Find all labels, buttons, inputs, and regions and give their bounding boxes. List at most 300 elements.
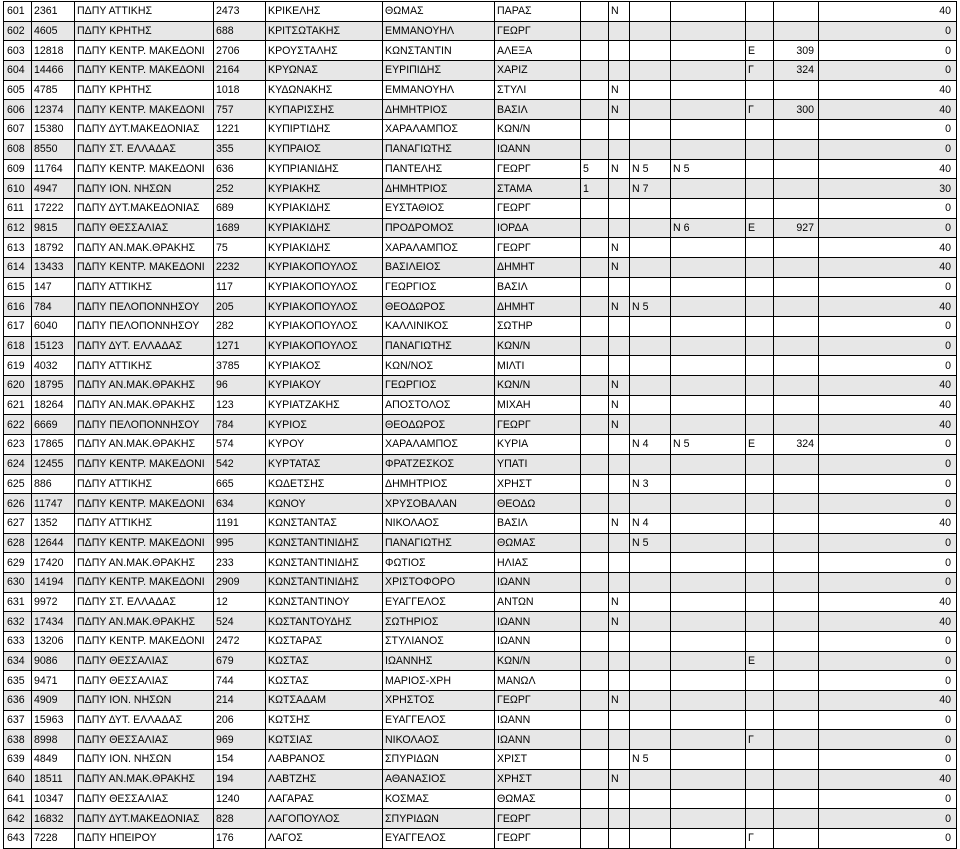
cell-first-name: ΕΜΜΑΝΟΥΗΛ (383, 80, 495, 100)
cell-registry-id: 4032 (32, 356, 75, 376)
cell-surname: ΚΩΤΣΙΑΣ (266, 730, 383, 750)
cell-flag-n: Ν (609, 592, 630, 612)
cell-count (581, 789, 609, 809)
cell-total: 0 (819, 750, 957, 770)
cell-surname: ΚΩΝΣΤΑΝΤΙΝΙΔΗΣ (266, 553, 383, 573)
cell-score (774, 769, 819, 789)
cell-first-name: ΧΑΡΑΛΑΜΠΟΣ (383, 435, 495, 455)
table-row (4, 789, 957, 809)
cell-category (746, 710, 774, 730)
cell-total: 0 (819, 632, 957, 652)
cell-code: 679 (214, 651, 266, 671)
cell-score (774, 120, 819, 140)
cell-region: ΠΔΠΥ ΚΕΝΤΡ. ΜΑΚΕΔΟΝΙ (75, 61, 214, 81)
cell-father-name: ΜΑΝΩΛ (495, 671, 581, 691)
cell-score (774, 297, 819, 317)
cell-first-name: ΠΑΝΤΕΛΗΣ (383, 159, 495, 179)
cell-mark-b (671, 494, 746, 514)
table-row (4, 769, 957, 789)
cell-score (774, 572, 819, 592)
cell-surname: ΚΥΡΙΑΚΙΔΗΣ (266, 218, 383, 238)
cell-count (581, 198, 609, 218)
cell-code: 123 (214, 395, 266, 415)
cell-registry-id: 4909 (32, 691, 75, 711)
cell-row-number: 623 (4, 435, 32, 455)
cell-father-name: ΣΤΥΛΙ (495, 80, 581, 100)
cell-count (581, 474, 609, 494)
cell-surname: ΚΩΔΕΤΣΗΣ (266, 474, 383, 494)
cell-score (774, 376, 819, 396)
cell-first-name: ΕΥΑΓΓΕΛΟΣ (383, 710, 495, 730)
cell-score (774, 809, 819, 829)
cell-surname: ΛΑΓΟΣ (266, 828, 383, 848)
cell-score (774, 395, 819, 415)
cell-score (774, 592, 819, 612)
cell-mark-b (671, 691, 746, 711)
cell-region: ΠΔΠΥ ΘΕΣΣΑΛΙΑΣ (75, 651, 214, 671)
cell-total: 0 (819, 671, 957, 691)
cell-region: ΠΔΠΥ ΚΕΝΤΡ. ΜΑΚΕΔΟΝΙ (75, 159, 214, 179)
cell-count (581, 572, 609, 592)
cell-code: 969 (214, 730, 266, 750)
cell-score: 927 (774, 218, 819, 238)
cell-code: 154 (214, 750, 266, 770)
cell-registry-id: 9972 (32, 592, 75, 612)
cell-mark-a (630, 789, 671, 809)
cell-first-name: ΓΕΩΡΓΙΟΣ (383, 277, 495, 297)
cell-mark-b (671, 317, 746, 337)
table-row (4, 336, 957, 356)
cell-count (581, 553, 609, 573)
cell-mark-b (671, 395, 746, 415)
cell-father-name: ΔΗΜΗΤ (495, 257, 581, 277)
cell-flag-n (609, 179, 630, 199)
cell-mark-b (671, 179, 746, 199)
cell-row-number: 641 (4, 789, 32, 809)
cell-surname: ΚΥΡΟΥ (266, 435, 383, 455)
table-row (4, 120, 957, 140)
cell-total: 0 (819, 61, 957, 81)
cell-registry-id: 8998 (32, 730, 75, 750)
table-row (4, 612, 957, 632)
cell-first-name: ΔΗΜΗΤΡΙΟΣ (383, 179, 495, 199)
table-body (4, 2, 957, 849)
cell-score (774, 612, 819, 632)
cell-region: ΠΔΠΥ ΚΕΝΤΡ. ΜΑΚΕΔΟΝΙ (75, 100, 214, 120)
cell-row-number: 601 (4, 2, 32, 22)
cell-father-name: ΘΕΟΔΩ (495, 494, 581, 514)
cell-total: 0 (819, 120, 957, 140)
cell-mark-a (630, 238, 671, 258)
cell-surname: ΚΩΤΣΗΣ (266, 710, 383, 730)
cell-first-name: ΚΩΝ/ΝΟΣ (383, 356, 495, 376)
cell-total: 0 (819, 494, 957, 514)
table-row (4, 513, 957, 533)
cell-flag-n (609, 494, 630, 514)
cell-surname: ΚΡΥΩΝΑΣ (266, 61, 383, 81)
cell-score (774, 2, 819, 22)
cell-region: ΠΔΠΥ ΚΕΝΤΡ. ΜΑΚΕΔΟΝΙ (75, 572, 214, 592)
cell-first-name: ΧΡΙΣΤΟΦΟΡΟ (383, 572, 495, 592)
cell-count (581, 612, 609, 632)
cell-first-name: ΘΕΟΔΩΡΟΣ (383, 415, 495, 435)
cell-surname: ΚΥΡΙΑΚΟΠΟΥΛΟΣ (266, 297, 383, 317)
cell-father-name: ΒΑΣΙΛ (495, 100, 581, 120)
cell-father-name: ΚΥΡΙΑ (495, 435, 581, 455)
cell-father-name: ΙΩΑΝΝ (495, 632, 581, 652)
cell-father-name: ΚΩΝ/Ν (495, 336, 581, 356)
cell-count (581, 769, 609, 789)
cell-registry-id: 11747 (32, 494, 75, 514)
cell-code: 2706 (214, 41, 266, 61)
cell-flag-n (609, 198, 630, 218)
cell-mark-a (630, 769, 671, 789)
cell-region: ΠΔΠΥ ΚΡΗΤΗΣ (75, 21, 214, 41)
cell-mark-b (671, 651, 746, 671)
cell-father-name: ΑΝΤΩΝ (495, 592, 581, 612)
table-row (4, 100, 957, 120)
cell-mark-b (671, 750, 746, 770)
cell-score (774, 671, 819, 691)
cell-surname: ΚΩΣΤΑΣ (266, 671, 383, 691)
cell-surname: ΚΥΠΡΙΑΝΙΔΗΣ (266, 159, 383, 179)
cell-total: 30 (819, 179, 957, 199)
cell-code: 1018 (214, 80, 266, 100)
cell-registry-id: 8550 (32, 139, 75, 159)
cell-flag-n (609, 317, 630, 337)
cell-registry-id: 2361 (32, 2, 75, 22)
cell-region: ΠΔΠΥ ΑΝ.ΜΑΚ.ΘΡΑΚΗΣ (75, 395, 214, 415)
cell-score (774, 454, 819, 474)
cell-mark-a (630, 730, 671, 750)
cell-mark-a (630, 454, 671, 474)
cell-count (581, 809, 609, 829)
cell-registry-id: 16832 (32, 809, 75, 829)
cell-category: Γ (746, 61, 774, 81)
cell-total: 0 (819, 277, 957, 297)
cell-category (746, 198, 774, 218)
cell-category: Γ (746, 730, 774, 750)
cell-first-name: ΘΕΟΔΩΡΟΣ (383, 297, 495, 317)
cell-mark-a (630, 139, 671, 159)
cell-first-name: ΧΑΡΑΛΑΜΠΟΣ (383, 238, 495, 258)
cell-score (774, 159, 819, 179)
table-row (4, 41, 957, 61)
cell-code: 233 (214, 553, 266, 573)
cell-registry-id: 18511 (32, 769, 75, 789)
cell-registry-id: 12374 (32, 100, 75, 120)
cell-score (774, 730, 819, 750)
cell-surname: ΚΥΡΙΑΚΟΠΟΥΛΟΣ (266, 277, 383, 297)
cell-row-number: 632 (4, 612, 32, 632)
cell-mark-b (671, 80, 746, 100)
cell-mark-b (671, 415, 746, 435)
cell-registry-id: 4947 (32, 179, 75, 199)
cell-registry-id: 784 (32, 297, 75, 317)
cell-father-name: ΙΩΑΝΝ (495, 139, 581, 159)
cell-flag-n (609, 533, 630, 553)
cell-region: ΠΔΠΥ ΚΕΝΤΡ. ΜΑΚΕΔΟΝΙ (75, 257, 214, 277)
cell-father-name: ΥΠΑΤΙ (495, 454, 581, 474)
cell-surname: ΛΑΓΟΠΟΥΛΟΣ (266, 809, 383, 829)
cell-mark-a: Ν 5 (630, 159, 671, 179)
table-row (4, 553, 957, 573)
cell-flag-n (609, 139, 630, 159)
cell-mark-b (671, 671, 746, 691)
cell-count (581, 238, 609, 258)
cell-first-name: ΜΑΡΙΟΣ-ΧΡΗ (383, 671, 495, 691)
cell-region: ΠΔΠΥ ΗΠΕΙΡΟΥ (75, 828, 214, 848)
cell-row-number: 640 (4, 769, 32, 789)
cell-flag-n: Ν (609, 238, 630, 258)
cell-mark-b (671, 277, 746, 297)
table-row (4, 21, 957, 41)
cell-surname: ΚΥΠΡΑΙΟΣ (266, 139, 383, 159)
cell-row-number: 634 (4, 651, 32, 671)
cell-row-number: 605 (4, 80, 32, 100)
cell-father-name: ΜΙΛΤΙ (495, 356, 581, 376)
table-row (4, 435, 957, 455)
cell-registry-id: 18792 (32, 238, 75, 258)
cell-father-name: ΓΕΩΡΓ (495, 21, 581, 41)
cell-count (581, 671, 609, 691)
cell-first-name: ΚΑΛΛΙΝΙΚΟΣ (383, 317, 495, 337)
cell-total: 0 (819, 474, 957, 494)
cell-region: ΠΔΠΥ ΑΝ.ΜΑΚ.ΘΡΑΚΗΣ (75, 376, 214, 396)
cell-region: ΠΔΠΥ ΑΤΤΙΚΗΣ (75, 356, 214, 376)
cell-flag-n (609, 21, 630, 41)
table-row (4, 651, 957, 671)
cell-category (746, 257, 774, 277)
table-row (4, 297, 957, 317)
cell-mark-a (630, 553, 671, 573)
cell-code: 744 (214, 671, 266, 691)
cell-registry-id: 6040 (32, 317, 75, 337)
cell-total: 0 (819, 809, 957, 829)
cell-total: 0 (819, 41, 957, 61)
cell-registry-id: 10347 (32, 789, 75, 809)
cell-row-number: 602 (4, 21, 32, 41)
cell-score (774, 474, 819, 494)
cell-count (581, 454, 609, 474)
cell-first-name: ΔΗΜΗΤΡΙΟΣ (383, 474, 495, 494)
cell-father-name: ΣΤΑΜΑ (495, 179, 581, 199)
cell-total: 0 (819, 730, 957, 750)
cell-row-number: 620 (4, 376, 32, 396)
cell-father-name: ΧΡΙΣΤ (495, 750, 581, 770)
cell-mark-a (630, 120, 671, 140)
cell-mark-a (630, 612, 671, 632)
cell-first-name: ΣΠΥΡΙΔΩΝ (383, 809, 495, 829)
cell-total: 0 (819, 828, 957, 848)
cell-father-name: ΑΛΕΞΑ (495, 41, 581, 61)
cell-flag-n (609, 41, 630, 61)
cell-code: 1271 (214, 336, 266, 356)
cell-mark-b (671, 100, 746, 120)
table-row (4, 533, 957, 553)
cell-region: ΠΔΠΥ ΣΤ. ΕΛΛΑΔΑΣ (75, 592, 214, 612)
cell-region: ΠΔΠΥ ΚΕΝΤΡ. ΜΑΚΕΔΟΝΙ (75, 454, 214, 474)
cell-mark-b (671, 730, 746, 750)
cell-flag-n: Ν (609, 297, 630, 317)
cell-first-name: ΝΙΚΟΛΑΟΣ (383, 513, 495, 533)
cell-row-number: 613 (4, 238, 32, 258)
cell-first-name: ΦΡΑΤΖΕΣΚΟΣ (383, 454, 495, 474)
cell-mark-b (671, 297, 746, 317)
cell-first-name: ΧΑΡΑΛΑΜΠΟΣ (383, 120, 495, 140)
cell-mark-b (671, 61, 746, 81)
cell-row-number: 617 (4, 317, 32, 337)
cell-code: 2232 (214, 257, 266, 277)
cell-registry-id: 13206 (32, 632, 75, 652)
cell-region: ΠΔΠΥ ΘΕΣΣΑΛΙΑΣ (75, 218, 214, 238)
cell-flag-n (609, 474, 630, 494)
cell-region: ΠΔΠΥ ΑΤΤΙΚΗΣ (75, 513, 214, 533)
table-row (4, 572, 957, 592)
cell-total: 40 (819, 395, 957, 415)
cell-surname: ΚΥΡΙΑΚΟΥ (266, 376, 383, 396)
table-row (4, 80, 957, 100)
cell-first-name: ΣΩΤΗΡΙΟΣ (383, 612, 495, 632)
cell-category (746, 317, 774, 337)
cell-category (746, 691, 774, 711)
cell-code: 542 (214, 454, 266, 474)
cell-category (746, 415, 774, 435)
cell-row-number: 618 (4, 336, 32, 356)
cell-count: 1 (581, 179, 609, 199)
cell-row-number: 616 (4, 297, 32, 317)
cell-code: 665 (214, 474, 266, 494)
cell-row-number: 611 (4, 198, 32, 218)
cell-mark-b (671, 553, 746, 573)
cell-row-number: 636 (4, 691, 32, 711)
cell-count (581, 592, 609, 612)
cell-total: 40 (819, 159, 957, 179)
cell-region: ΠΔΠΥ ΣΤ. ΕΛΛΑΔΑΣ (75, 139, 214, 159)
cell-first-name: ΣΠΥΡΙΔΩΝ (383, 750, 495, 770)
cell-father-name: ΙΩΑΝΝ (495, 612, 581, 632)
cell-category (746, 159, 774, 179)
cell-mark-a (630, 572, 671, 592)
cell-row-number: 643 (4, 828, 32, 848)
cell-mark-b (671, 376, 746, 396)
cell-total: 40 (819, 257, 957, 277)
cell-father-name: ΓΕΩΡΓ (495, 159, 581, 179)
cell-region: ΠΔΠΥ ΙΟΝ. ΝΗΣΩΝ (75, 179, 214, 199)
cell-region: ΠΔΠΥ ΑΝ.ΜΑΚ.ΘΡΑΚΗΣ (75, 238, 214, 258)
cell-flag-n: Ν (609, 376, 630, 396)
cell-row-number: 612 (4, 218, 32, 238)
cell-mark-a (630, 651, 671, 671)
cell-row-number: 629 (4, 553, 32, 573)
table-row (4, 139, 957, 159)
cell-count (581, 100, 609, 120)
cell-mark-a (630, 828, 671, 848)
cell-father-name: ΗΛΙΑΣ (495, 553, 581, 573)
cell-row-number: 633 (4, 632, 32, 652)
cell-row-number: 615 (4, 277, 32, 297)
cell-region: ΠΔΠΥ ΑΝ.ΜΑΚ.ΘΡΑΚΗΣ (75, 553, 214, 573)
cell-score (774, 317, 819, 337)
cell-region: ΠΔΠΥ ΘΕΣΣΑΛΙΑΣ (75, 789, 214, 809)
cell-score: 309 (774, 41, 819, 61)
cell-score: 300 (774, 100, 819, 120)
cell-score (774, 257, 819, 277)
cell-code: 1689 (214, 218, 266, 238)
cell-score (774, 277, 819, 297)
cell-total: 40 (819, 415, 957, 435)
cell-category (746, 494, 774, 514)
cell-total: 0 (819, 139, 957, 159)
cell-first-name: ΕΥΡΙΠΙΔΗΣ (383, 61, 495, 81)
cell-mark-a: Ν 5 (630, 533, 671, 553)
cell-mark-a: Ν 4 (630, 435, 671, 455)
cell-registry-id: 14194 (32, 572, 75, 592)
cell-surname: ΚΥΠΙΡΤΙΔΗΣ (266, 120, 383, 140)
cell-code: 688 (214, 21, 266, 41)
cell-total: 40 (819, 513, 957, 533)
cell-father-name: ΓΕΩΡΓ (495, 198, 581, 218)
cell-first-name: ΠΑΝΑΓΙΩΤΗΣ (383, 533, 495, 553)
cell-first-name: ΙΩΑΝΝΗΣ (383, 651, 495, 671)
cell-code: 3785 (214, 356, 266, 376)
cell-category (746, 80, 774, 100)
cell-code: 2164 (214, 61, 266, 81)
cell-mark-a (630, 198, 671, 218)
data-table (3, 1, 957, 849)
cell-total: 0 (819, 454, 957, 474)
cell-category (746, 238, 774, 258)
table-row (4, 317, 957, 337)
cell-mark-b (671, 612, 746, 632)
cell-category (746, 356, 774, 376)
cell-flag-n: Ν (609, 691, 630, 711)
cell-region: ΠΔΠΥ ΠΕΛΟΠΟΝΝΗΣΟΥ (75, 297, 214, 317)
cell-first-name: ΕΜΜΑΝΟΥΗΛ (383, 21, 495, 41)
cell-mark-b (671, 120, 746, 140)
cell-count (581, 41, 609, 61)
cell-code: 2473 (214, 2, 266, 22)
cell-count (581, 828, 609, 848)
cell-first-name: ΣΤΥΛΙΑΝΟΣ (383, 632, 495, 652)
cell-region: ΠΔΠΥ ΠΕΛΟΠΟΝΝΗΣΟΥ (75, 415, 214, 435)
cell-count (581, 750, 609, 770)
cell-region: ΠΔΠΥ ΑΤΤΙΚΗΣ (75, 474, 214, 494)
cell-region: ΠΔΠΥ ΑΝ.ΜΑΚ.ΘΡΑΚΗΣ (75, 769, 214, 789)
table-row (4, 2, 957, 22)
cell-region: ΠΔΠΥ ΔΥΤ. ΕΛΛΑΔΑΣ (75, 336, 214, 356)
cell-category (746, 750, 774, 770)
cell-mark-b (671, 198, 746, 218)
cell-flag-n (609, 356, 630, 376)
cell-score (774, 336, 819, 356)
cell-flag-n (609, 454, 630, 474)
cell-mark-b (671, 41, 746, 61)
cell-region: ΠΔΠΥ ΑΝ.ΜΑΚ.ΘΡΑΚΗΣ (75, 612, 214, 632)
cell-row-number: 639 (4, 750, 32, 770)
cell-score (774, 789, 819, 809)
cell-registry-id: 15963 (32, 710, 75, 730)
cell-surname: ΚΥΡΙΟΣ (266, 415, 383, 435)
cell-count (581, 61, 609, 81)
cell-score (774, 533, 819, 553)
cell-first-name: ΠΑΝΑΓΙΩΤΗΣ (383, 139, 495, 159)
cell-category (746, 553, 774, 573)
cell-flag-n (609, 730, 630, 750)
cell-score: 324 (774, 61, 819, 81)
cell-first-name: ΠΡΟΔΡΟΜΟΣ (383, 218, 495, 238)
cell-category (746, 297, 774, 317)
